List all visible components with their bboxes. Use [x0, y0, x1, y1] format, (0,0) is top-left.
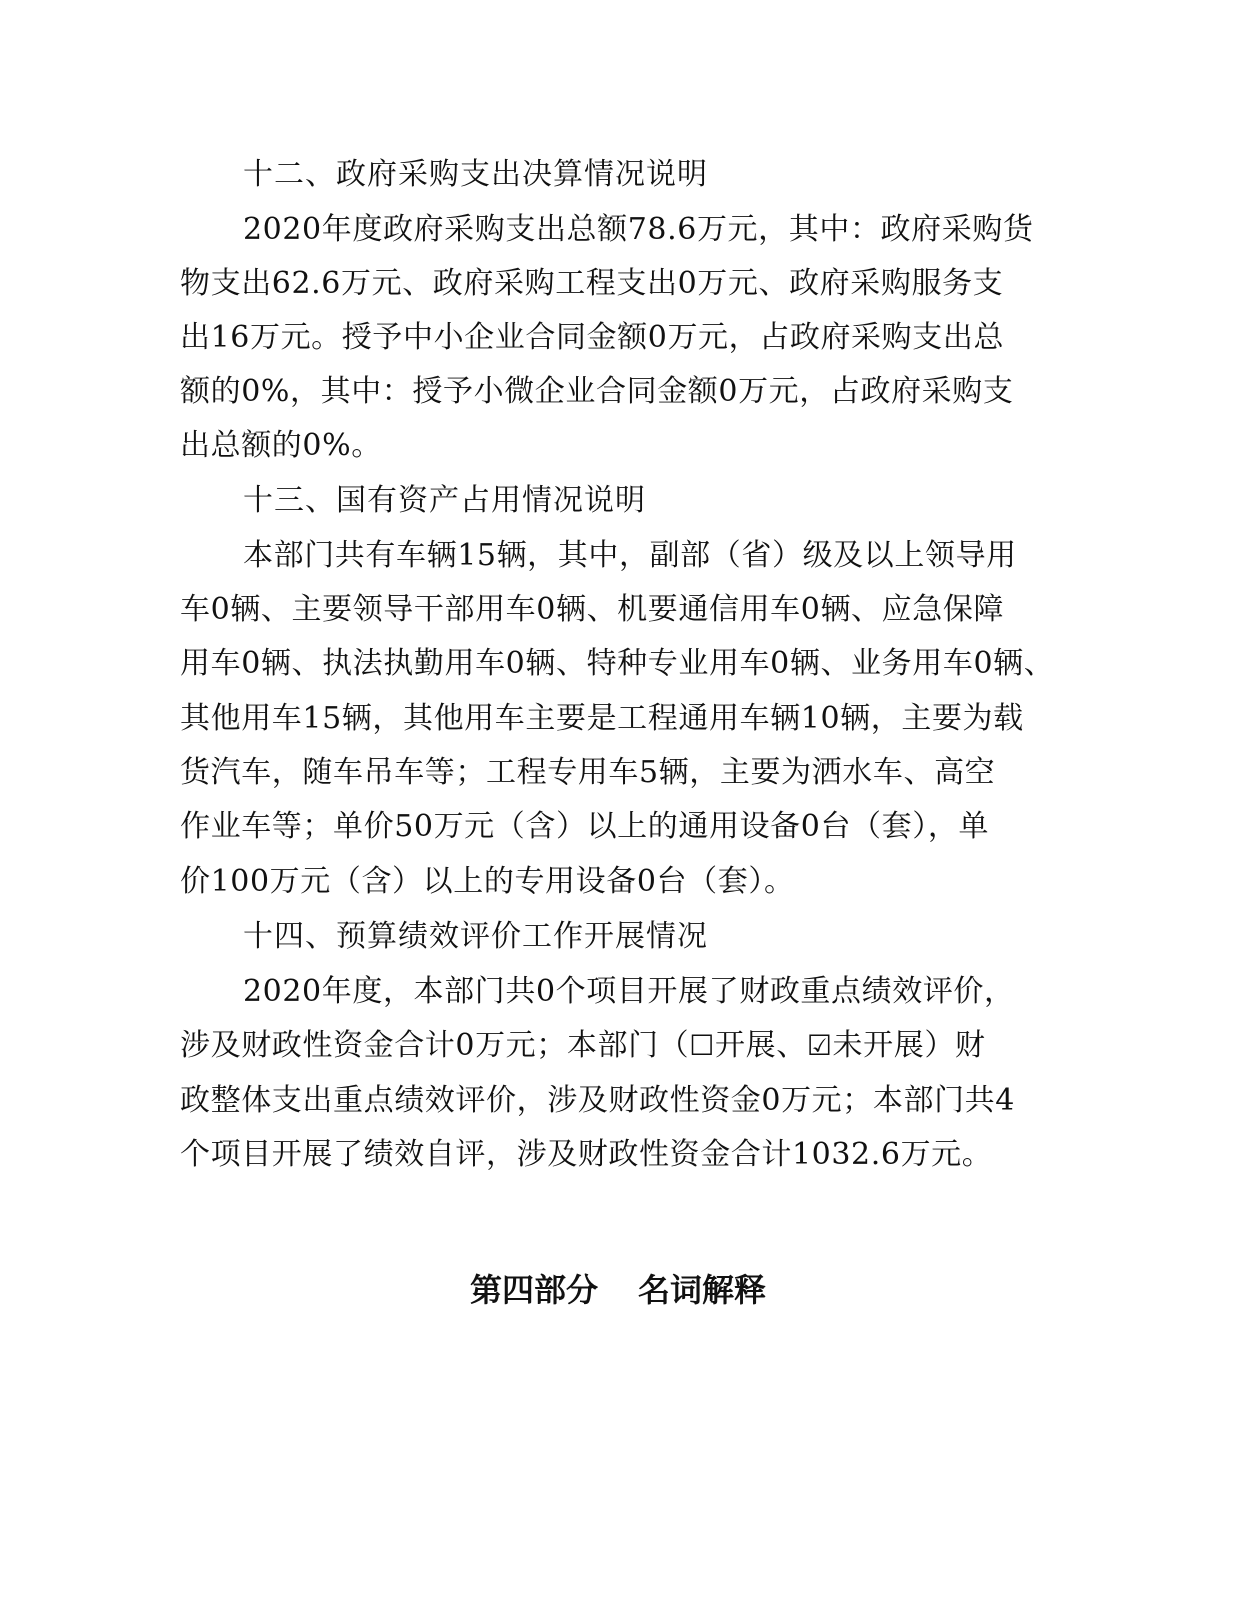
section-12-paragraph-line: 额的0%，其中：授予小微企业合同金额0万元，占政府采购支 — [180, 374, 1014, 409]
section-14-paragraph-line-with-options — [180, 1026, 986, 1066]
section-13-paragraph-line: 价100万元（含）以上的专用设备0台（套）。 — [180, 864, 795, 899]
part-4-title — [0, 1268, 1236, 1312]
section-13-heading: 十三、国有资产占用情况说明 — [243, 483, 646, 518]
section-13-paragraph-line: 本部门共有车辆15辆，其中，副部（省）级及以上领导用 — [243, 538, 1017, 573]
section-14-heading: 十四、预算绩效评价工作开展情况 — [243, 919, 708, 954]
option-not-conducted-label: 未开展）财 — [832, 1028, 986, 1063]
section-14-paragraph-line: 2020年度，本部门共0个项目开展了财政重点绩效评价， — [243, 974, 1015, 1009]
section-12-paragraph-line: 出总额的0%。 — [180, 428, 382, 463]
section-14-line2-prefix: 涉及财政性资金合计0万元；本部门（ — [180, 1028, 690, 1063]
section-14-paragraph-line: 个项目开展了绩效自评，涉及财政性资金合计1032.6万元。 — [180, 1137, 993, 1172]
section-12-paragraph-line: 出16万元。授予中小企业合同金额0万元，占政府采购支出总 — [180, 320, 1005, 355]
section-12-paragraph-line: 物支出62.6万元、政府采购工程支出0万元、政府采购服务支 — [180, 266, 1004, 301]
option-conducted-label: 开展、 — [715, 1028, 807, 1063]
unchecked-box-icon: ☐ — [689, 1029, 715, 1062]
section-13-paragraph-line: 货汽车，随车吊车等；工程专用车5辆，主要为洒水车、高空 — [180, 755, 996, 790]
part-4-name: 名词解释 — [638, 1271, 767, 1309]
part-4-label: 第四部分 — [469, 1271, 598, 1309]
section-13-paragraph-line: 其他用车15辆，其他用车主要是工程通用车辆10辆，主要为载 — [180, 701, 1024, 736]
section-14-paragraph-line: 政整体支出重点绩效评价，涉及财政性资金0万元；本部门共4 — [180, 1083, 1015, 1118]
section-13-paragraph-line: 车0辆、主要领导干部用车0辆、机要通信用车0辆、应急保障 — [180, 592, 1005, 627]
section-13-paragraph-line: 作业车等；单价50万元（含）以上的通用设备0台（套），单 — [180, 809, 990, 844]
section-12-paragraph-line: 2020年度政府采购支出总额78.6万元，其中：政府采购货 — [243, 212, 1034, 247]
section-12-heading: 十二、政府采购支出决算情况说明 — [243, 157, 708, 192]
section-13-paragraph-line: 用车0辆、执法执勤用车0辆、特种专业用车0辆、业务用车0辆、 — [180, 646, 1055, 681]
checked-box-icon: ☑ — [806, 1029, 833, 1062]
